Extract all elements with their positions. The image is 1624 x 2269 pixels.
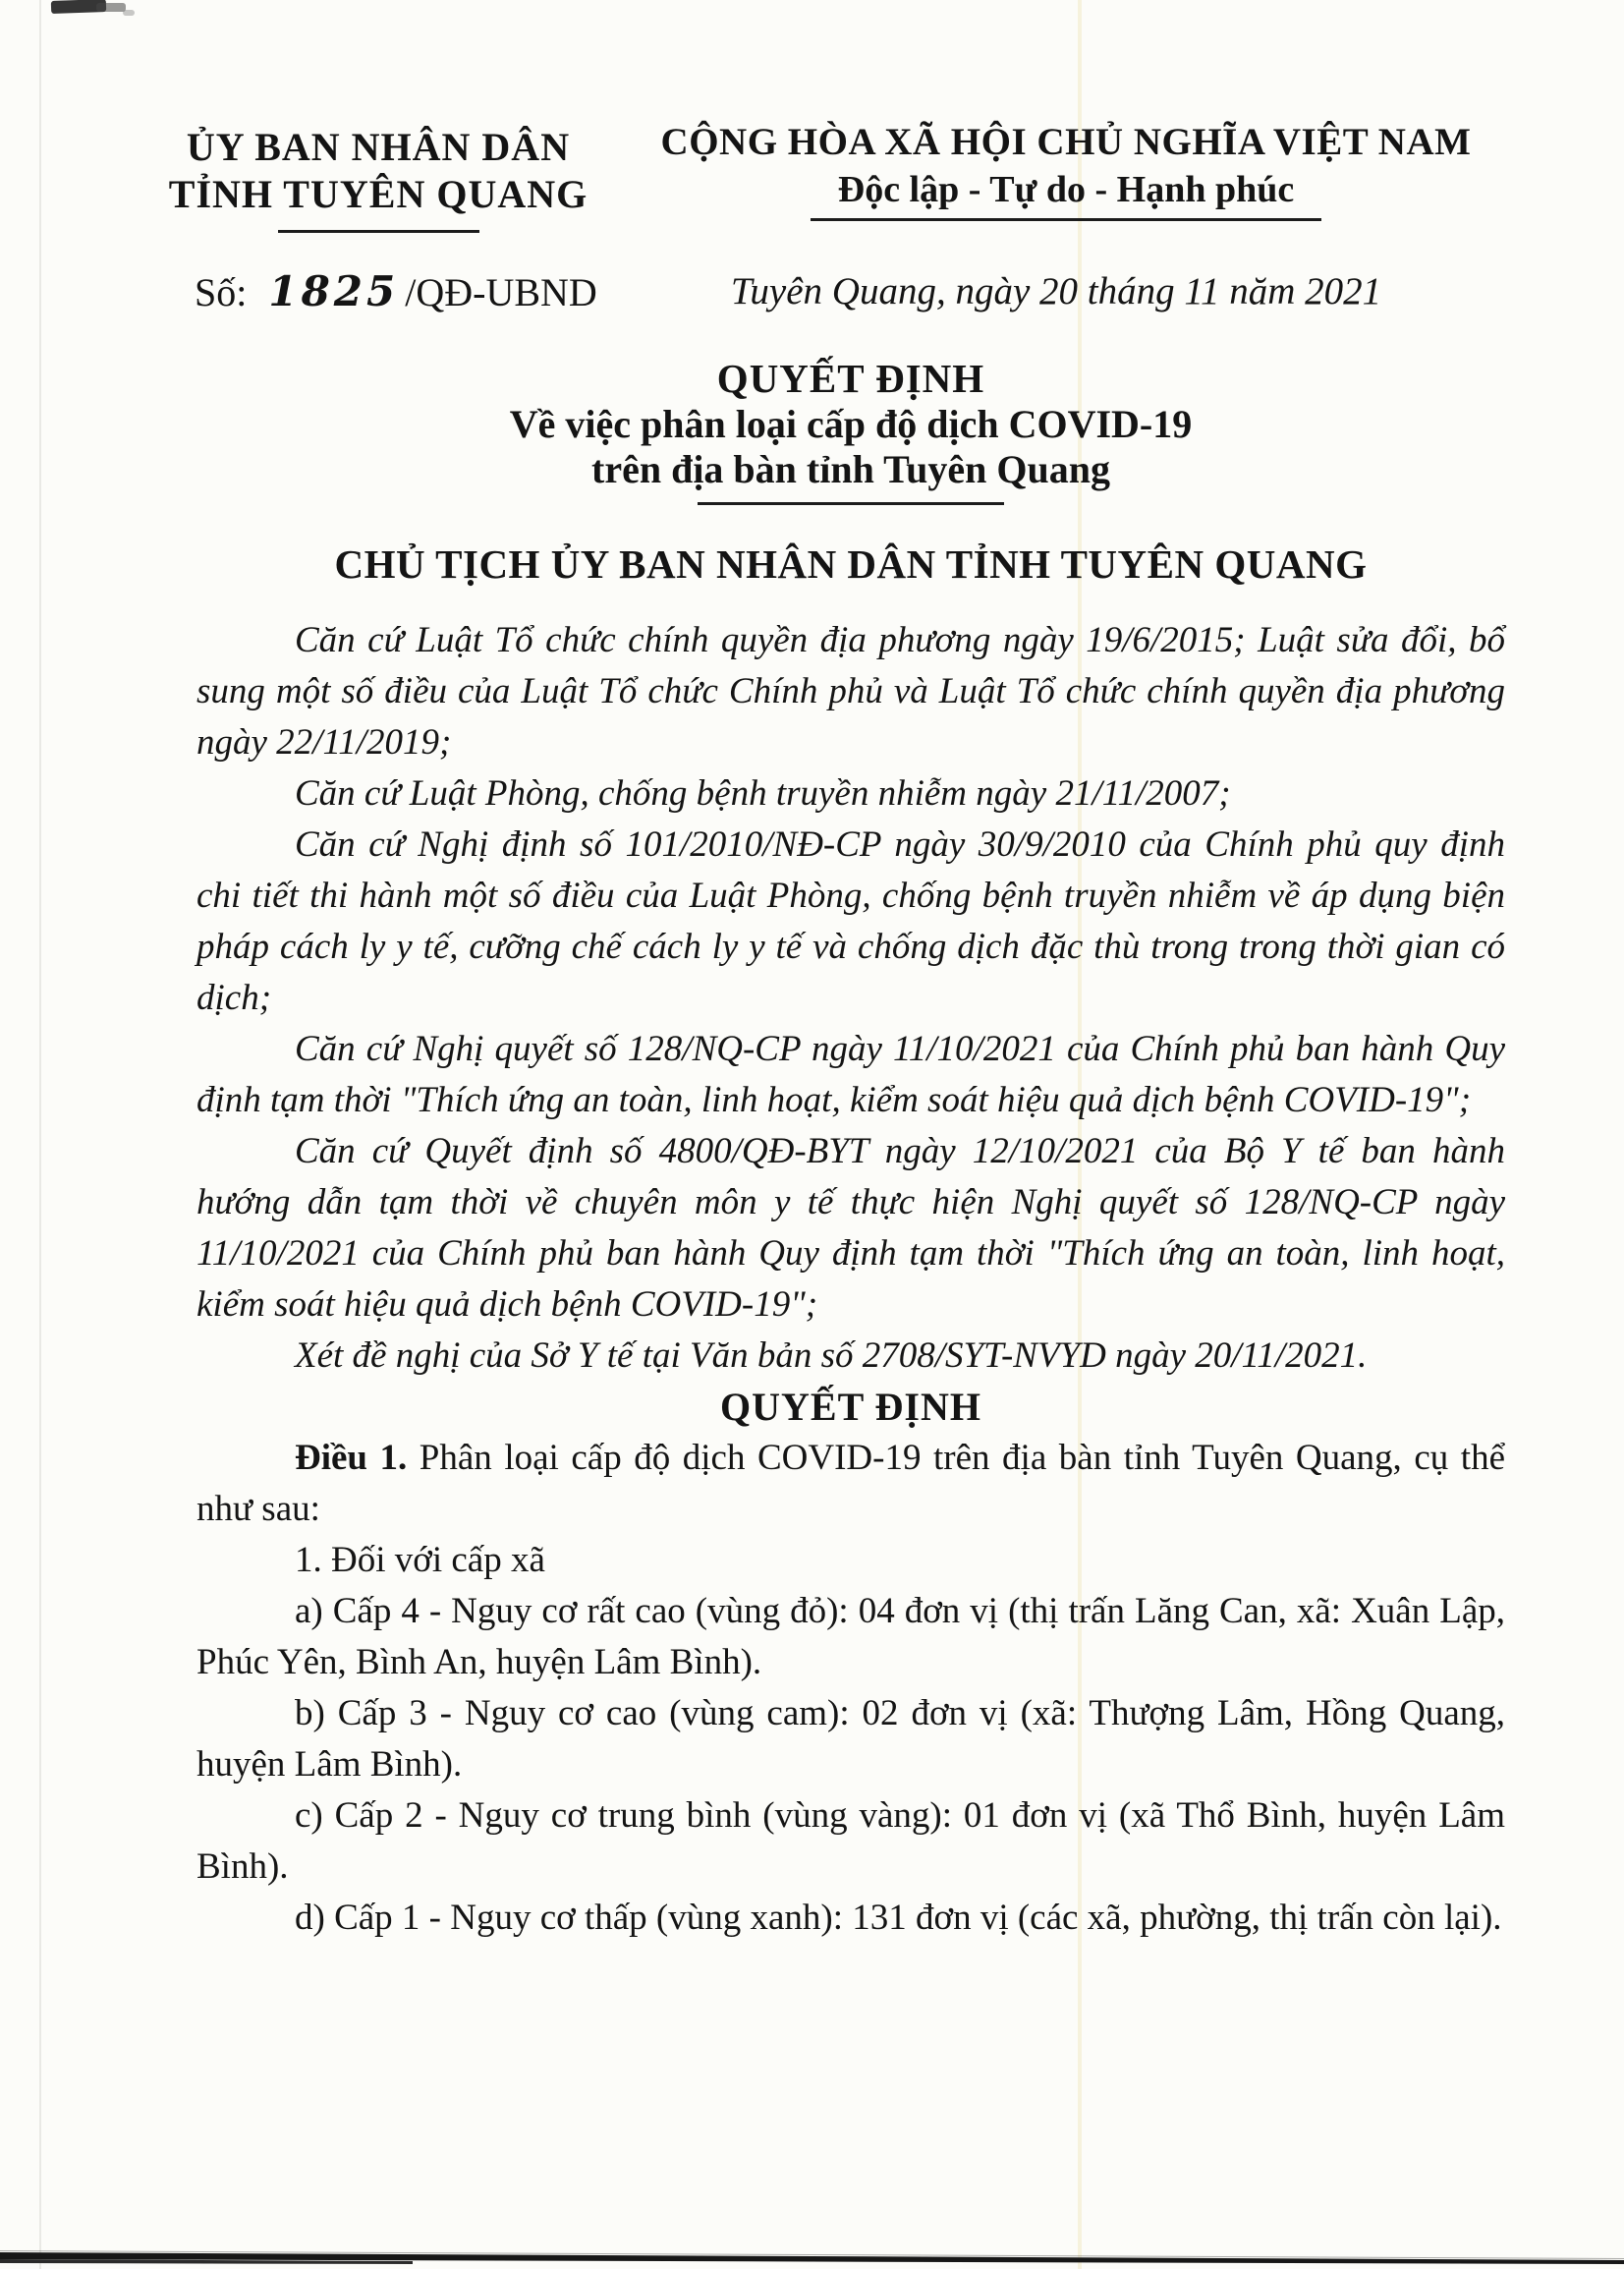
preamble-paragraph: Căn cứ Nghị định số 101/2010/NĐ-CP ngày 30/9/2010 của Chính phủ quy định chi tiết thi hành một số điều của Luật Phòng, chống bệnh truyền nhiễm về áp dụng biện pháp cách ly y tế, cưỡng chế cách ly y tế và chống dịch đặc thù trong trong thời gian có dịch; — [196, 824, 1505, 1018]
article-item: a) Cấp 4 - Nguy cơ rất cao (vùng đỏ): 04 đơn vị (thị trấn Lăng Can, xã: Xuân Lập, Phúc Yên, Bình An, huyện Lâm Bình). — [196, 1591, 1505, 1682]
decision-title-underline — [698, 502, 1004, 505]
preamble-paragraph: Căn cứ Luật Tổ chức chính quyền địa phương ngày 19/6/2015; Luật sửa đổi, bổ sung một số điều của Luật Tổ chức Chính phủ và Luật Tổ chức chính quyền địa phương ngày 22/11/2019; — [196, 620, 1505, 763]
document-body — [196, 615, 1505, 1944]
document-number-label: Số: — [195, 270, 248, 314]
issuing-authority-block — [147, 124, 609, 233]
preamble-paragraph: Căn cứ Luật Phòng, chống bệnh truyền nhiễm ngày 21/11/2007; — [295, 773, 1231, 814]
preamble-paragraph: Căn cứ Quyết định số 4800/QĐ-BYT ngày 12/10/2021 của Bộ Y tế ban hành hướng dẫn tạm thời về chuyên môn y tế thực hiện Nghị quyết số 128/NQ-CP ngày 11/10/2021 của Chính phủ ban hành Quy định tạm thời "Thích ứng an toàn, linh hoạt, kiểm soát hiệu quả dịch bệnh COVID-19"; — [196, 1131, 1505, 1325]
national-motto: Độc lập - Tự do - Hạnh phúc — [811, 167, 1322, 221]
decision-subtitle-line1: Về việc phân loại cấp độ dịch COVID-19 — [509, 402, 1193, 446]
decision-title-block — [196, 356, 1505, 505]
issuing-authority-line2: TỈNH TUYÊN QUANG — [168, 172, 588, 216]
national-header-block — [648, 120, 1484, 221]
article-1-label: Điều 1. — [295, 1438, 408, 1478]
country-name: CỘNG HÒA XÃ HỘI CHỦ NGHĨA VIỆT NAM — [660, 121, 1472, 163]
preamble-section — [196, 615, 1505, 1382]
decision-subtitle-line2: trên địa bàn tỉnh Tuyên Quang — [591, 447, 1110, 491]
preamble-paragraph: Căn cứ Nghị quyết số 128/NQ-CP ngày 11/10/2021 của Chính phủ ban hành Quy định tạm thời "Thích ứng an toàn, linh hoạt, kiểm soát hiệu quả dịch bệnh COVID-19"; — [196, 1029, 1505, 1120]
article-item: b) Cấp 3 - Nguy cơ cao (vùng cam): 02 đơn vị (xã: Thượng Lâm, Hồng Quang, huyện Lâm Bình). — [196, 1693, 1505, 1785]
scan-bottom-line — [0, 2246, 1624, 2269]
scan-edge-line — [39, 0, 41, 2269]
scan-smudge — [123, 10, 135, 16]
decision-title: QUYẾT ĐỊNH — [716, 356, 985, 401]
issuing-authority-line1: ỦY BAN NHÂN DÂN — [186, 125, 571, 169]
scan-smudge — [96, 3, 126, 12]
article-item: 1. Đối với cấp xã — [295, 1540, 545, 1580]
article-item: d) Cấp 1 - Nguy cơ thấp (vùng xanh): 131 đơn vị (các xã, phường, thị trấn còn lại). — [295, 1898, 1502, 1938]
document-number-suffix: /QĐ-UBND — [405, 270, 597, 314]
document-number — [195, 267, 597, 315]
preamble-paragraph: Xét đề nghị của Sở Y tế tại Văn bản số 2708/SYT-NVYD ngày 20/11/2021. — [295, 1335, 1368, 1376]
article-item: c) Cấp 2 - Nguy cơ trung bình (vùng vàng): 01 đơn vị (xã Thổ Bình, huyện Lâm Bình). — [196, 1795, 1505, 1887]
issuing-authority-underline — [278, 230, 479, 233]
document-number-handwritten: 1825 — [268, 267, 400, 315]
article-1-paragraph — [196, 1433, 1505, 1535]
authority-heading: CHỦ TỊCH ỦY BAN NHÂN DÂN TỈNH TUYÊN QUANG — [334, 541, 1368, 587]
decision-heading: QUYẾT ĐỊNH — [720, 1385, 981, 1429]
article-1-text: Phân loại cấp độ dịch COVID-19 trên địa bàn tỉnh Tuyên Quang, cụ thể như sau: — [196, 1438, 1505, 1529]
place-dateline: Tuyên Quang, ngày 20 tháng 11 năm 2021 — [730, 270, 1382, 312]
